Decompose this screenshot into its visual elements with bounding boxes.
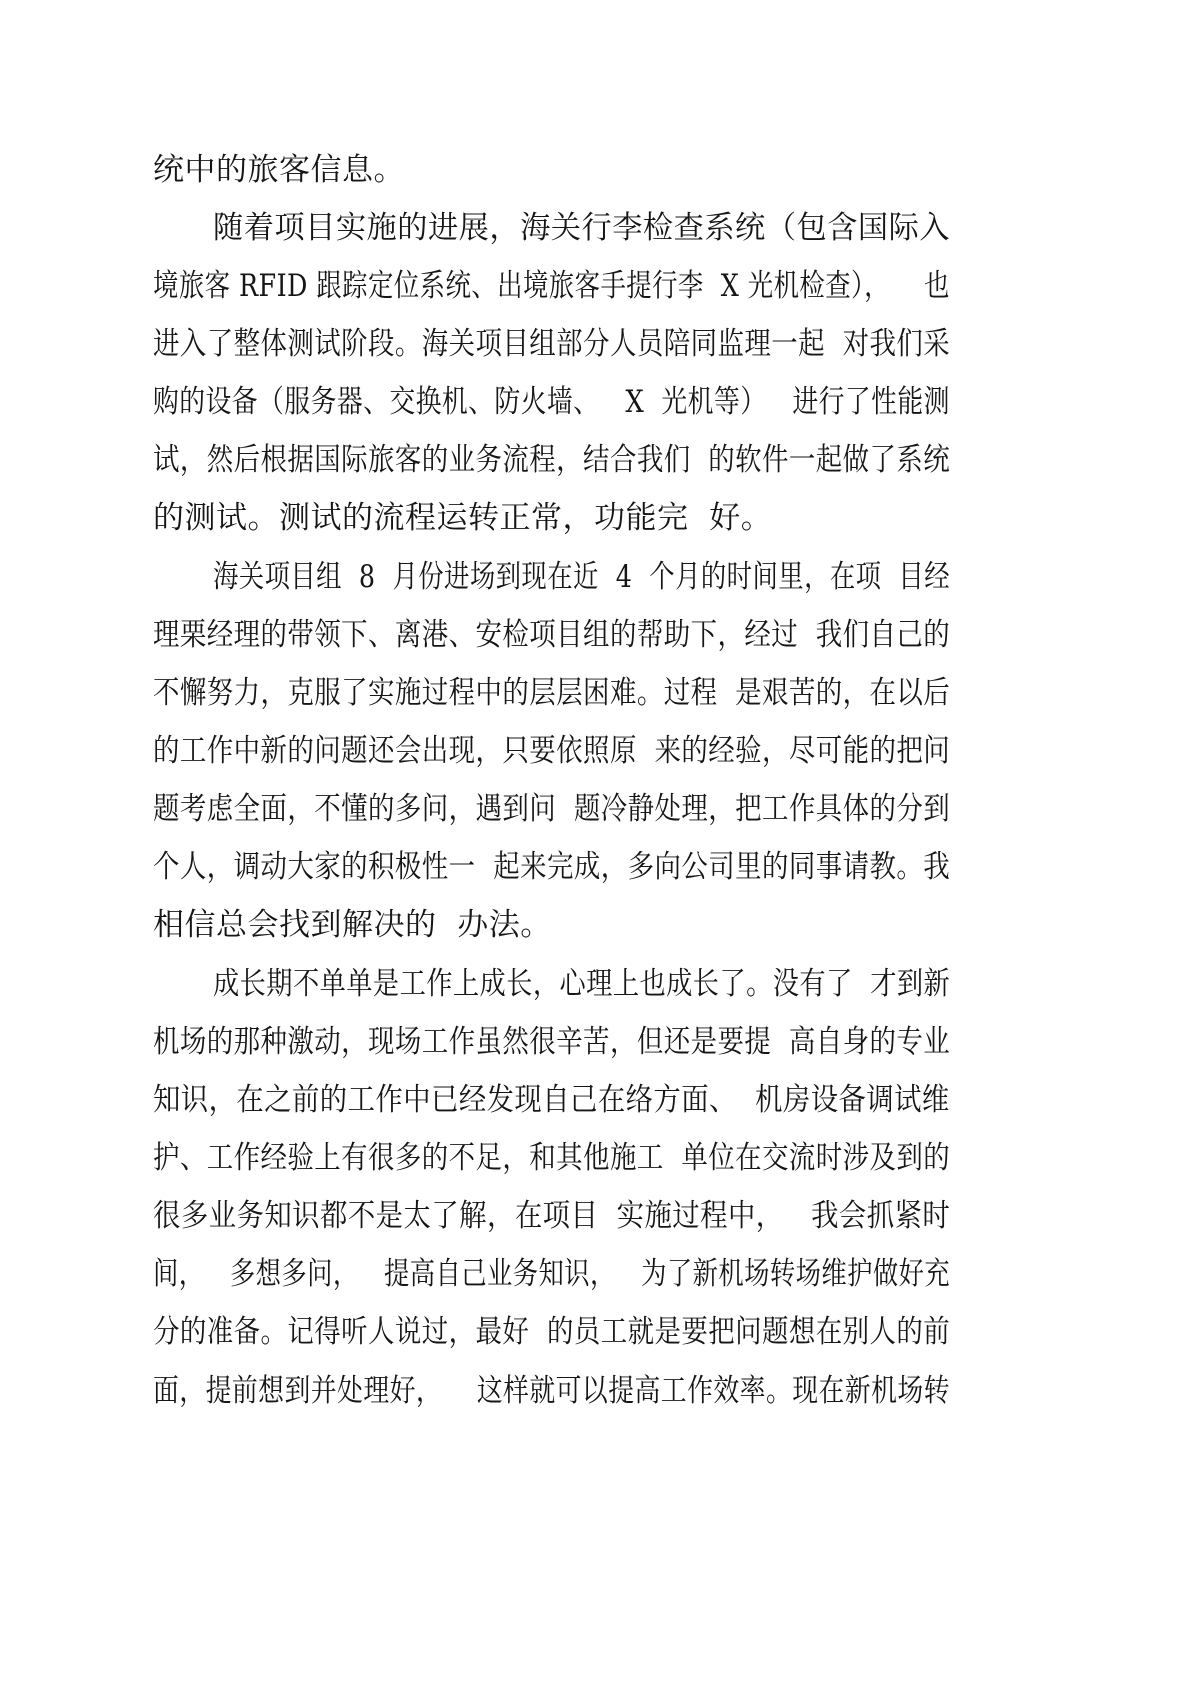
text-line: 个人，调动大家的积极性一 起来完成，多向公司里的同事请教。我 [153, 849, 951, 885]
text-line: 试，然后根据国际旅客的业务流程，结合我们 的软件一起做了系统 [153, 442, 951, 478]
text-line: 统中的旅客信息。 [153, 152, 405, 188]
text-line: 购的设备（服务器、交换机、防火墙、 X 光机等） 进行了性能测 [153, 384, 950, 420]
text-line: 题考虑全面，不懂的多问，遇到问 题冷静处理，把工作具体的分到 [153, 791, 951, 827]
text-line: 的测试。测试的流程运转正常，功能完 好。 [153, 500, 773, 536]
text-line: 理栗经理的带领下、离港、安检项目组的帮助下，经过 我们自己的 [153, 617, 951, 653]
text-line: 护、工作经验上有很多的不足，和其他施工 单位在交流时涉及到的 [153, 1140, 951, 1176]
text-line: 面，提前想到并处理好， 这样就可以提高工作效率。现在新机场转 [153, 1373, 950, 1409]
text-line: 知识，在之前的工作中已经发现自己在络方面、 机房设备调试维 [153, 1082, 950, 1118]
text-line: 相信总会找到解决的 办法。 [153, 907, 552, 943]
text-line: 成长期不单单是工作上成长，心理上也成长了。没有了 才到新 [213, 966, 951, 1002]
text-line: 境旅客 RFID 跟踪定位系统、出境旅客手提行李 X 光机检查）， 也 [153, 268, 950, 304]
text-line: 的工作中新的问题还会出现，只要依照原 来的经验，尽可能的把问 [153, 733, 951, 769]
text-line: 进入了整体测试阶段。海关项目组部分人员陪同监理一起 对我们采 [153, 326, 951, 362]
text-line: 机场的那种激动，现场工作虽然很辛苦，但还是要提 高自身的专业 [153, 1024, 951, 1060]
text-line: 海关项目组 8 月份进场到现在近 4 个月的时间里，在项 目经 [213, 559, 950, 595]
text-line: 随着项目实施的进展，海关行李检查系统（包含国际入 [213, 210, 951, 246]
text-line: 分的准备。记得听人说过，最好 的员工就是要把问题想在别人的前 [153, 1314, 951, 1350]
text-line: 不懈努力，克服了实施过程中的层层困难。过程 是艰苦的，在以后 [153, 675, 951, 711]
text-line: 间， 多想多问， 提高自己业务知识， 为了新机场转场维护做好充 [153, 1256, 951, 1292]
text-line: 很多业务知识都不是太了解，在项目 实施过程中， 我会抓紧时 [153, 1198, 951, 1234]
